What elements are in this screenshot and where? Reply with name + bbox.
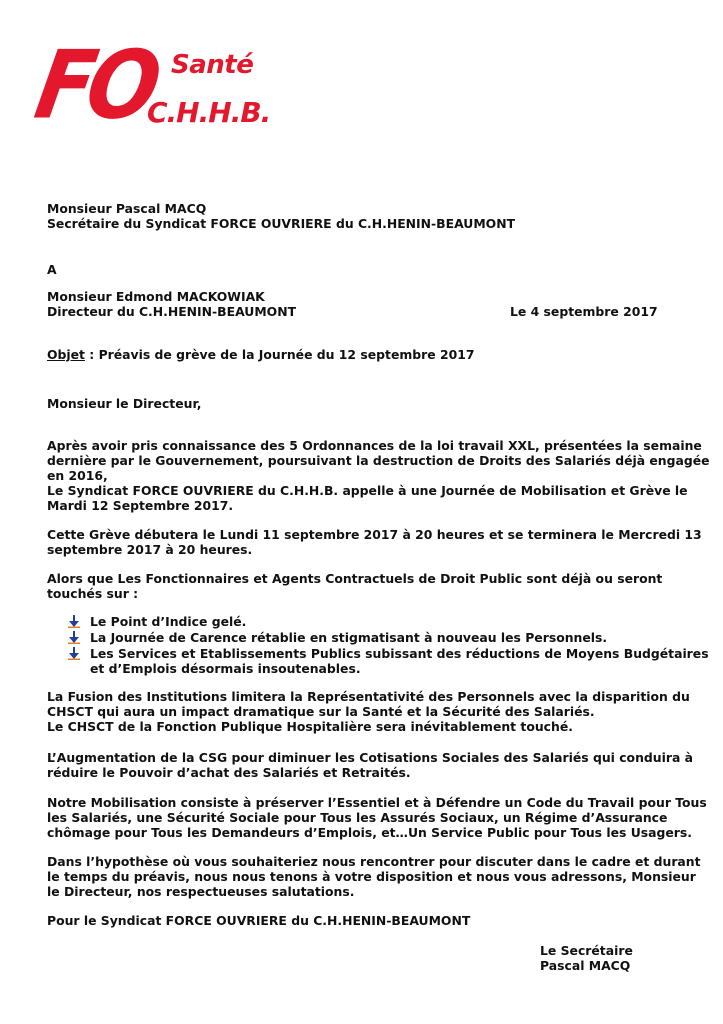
arrow-down-bullet-icon xyxy=(68,631,80,644)
bullet-text: Le Point d’Indice gelé. xyxy=(90,614,247,629)
paragraph-line: septembre 2017 à 20 heures. xyxy=(47,542,253,557)
to-marker: A xyxy=(47,262,57,277)
paragraph-line: L’Augmentation de la CSG pour diminuer les Cotisations Sociales des Salariés qui conduira à xyxy=(47,750,693,765)
letter-date: Le 4 septembre 2017 xyxy=(510,304,658,319)
signature-role: Le Secrétaire xyxy=(540,943,633,958)
list-item xyxy=(68,614,709,629)
bullet-text: La Journée de Carence rétablie en stigmatisant à nouveau les Personnels. xyxy=(90,630,608,645)
recipient-name: Monsieur Edmond MACKOWIAK xyxy=(47,289,265,304)
paragraph-line: Mardi 12 Septembre 2017. xyxy=(47,498,234,513)
list-item xyxy=(68,646,709,676)
sender-title: Secrétaire du Syndicat FORCE OUVRIERE du C.H.HENIN-BEAUMONT xyxy=(47,216,516,231)
bullet-text: Les Services et Etablissements Publics subissant des réductions de Moyens Budgétaires xyxy=(90,646,709,661)
paragraph-line: le Directeur, nos respectueuses salutations. xyxy=(47,884,355,899)
paragraph-line: Le CHSCT de la Fonction Publique Hospitalière sera inévitablement touché. xyxy=(47,719,573,734)
fo-sante-logo xyxy=(28,30,271,140)
paragraph-line: le temps du préavis, nous nous tenons à votre disposition et nous vous adressons, Monsieur xyxy=(47,869,696,884)
bullet-text: et d’Emplois désormais insoutenables. xyxy=(90,661,361,676)
paragraph-line: Notre Mobilisation consiste à préserver l’Essentiel et à Défendre un Code du Travail pour Tous xyxy=(47,795,707,810)
recipient-title: Directeur du C.H.HENIN-BEAUMONT xyxy=(47,304,297,319)
logo-chhb-text: C.H.H.B. xyxy=(147,96,271,129)
arrow-down-bullet-icon xyxy=(68,647,80,660)
paragraph-line: CHSCT qui aura un impact dramatique sur la Santé et la Sécurité des Salariés. xyxy=(47,704,595,719)
sender-name: Monsieur Pascal MACQ xyxy=(47,201,207,216)
paragraph-line: chômage pour Tous les Demandeurs d’Emplois, et…Un Service Public pour Tous les Usagers. xyxy=(47,825,692,840)
paragraph-line: Dans l’hypothèse où vous souhaiteriez nous rencontrer pour discuter dans le cadre et durant xyxy=(47,854,701,869)
paragraph-line: touchés sur : xyxy=(47,586,139,601)
paragraph-line: Cette Grève débutera le Lundi 11 septembre 2017 à 20 heures et se terminera le Mercredi 13 xyxy=(47,527,702,542)
paragraph-line: La Fusion des Institutions limitera la Représentativité des Personnels avec la disparition du xyxy=(47,689,690,704)
signature-name: Pascal MACQ xyxy=(540,958,631,973)
list-item xyxy=(68,630,709,645)
subject-text: : Préavis de grève de la Journée du 12 septembre 2017 xyxy=(84,347,475,362)
logo-fo-text: FO xyxy=(28,30,163,140)
bullet-list xyxy=(68,614,709,676)
subject-line xyxy=(47,347,474,362)
paragraph-line: dernière par le Gouvernement, poursuivant la destruction de Droits des Salariés déjà engagée xyxy=(47,453,710,468)
paragraph-line: Après avoir pris connaissance des 5 Ordonnances de la loi travail XXL, présentées la semaine xyxy=(47,438,702,453)
salutation: Monsieur le Directeur, xyxy=(47,396,202,411)
paragraph-line: Alors que Les Fonctionnaires et Agents Contractuels de Droit Public sont déjà ou seront xyxy=(47,571,663,586)
paragraph-line: réduire le Pouvoir d’achat des Salariés et Retraités. xyxy=(47,765,411,780)
paragraph-line: les Salariés, une Sécurité Sociale pour Tous les Assurés Sociaux, un Régime d’Assurance xyxy=(47,810,668,825)
arrow-down-bullet-icon xyxy=(68,615,80,628)
subject-label: Objet xyxy=(47,347,85,362)
closing-line: Pour le Syndicat FORCE OUVRIERE du C.H.HENIN-BEAUMONT xyxy=(47,913,471,928)
paragraph-line: en 2016, xyxy=(47,468,108,483)
logo-sante-text: Santé xyxy=(171,50,254,80)
paragraph-line: Le Syndicat FORCE OUVRIERE du C.H.H.B. appelle à une Journée de Mobilisation et Grève le xyxy=(47,483,688,498)
